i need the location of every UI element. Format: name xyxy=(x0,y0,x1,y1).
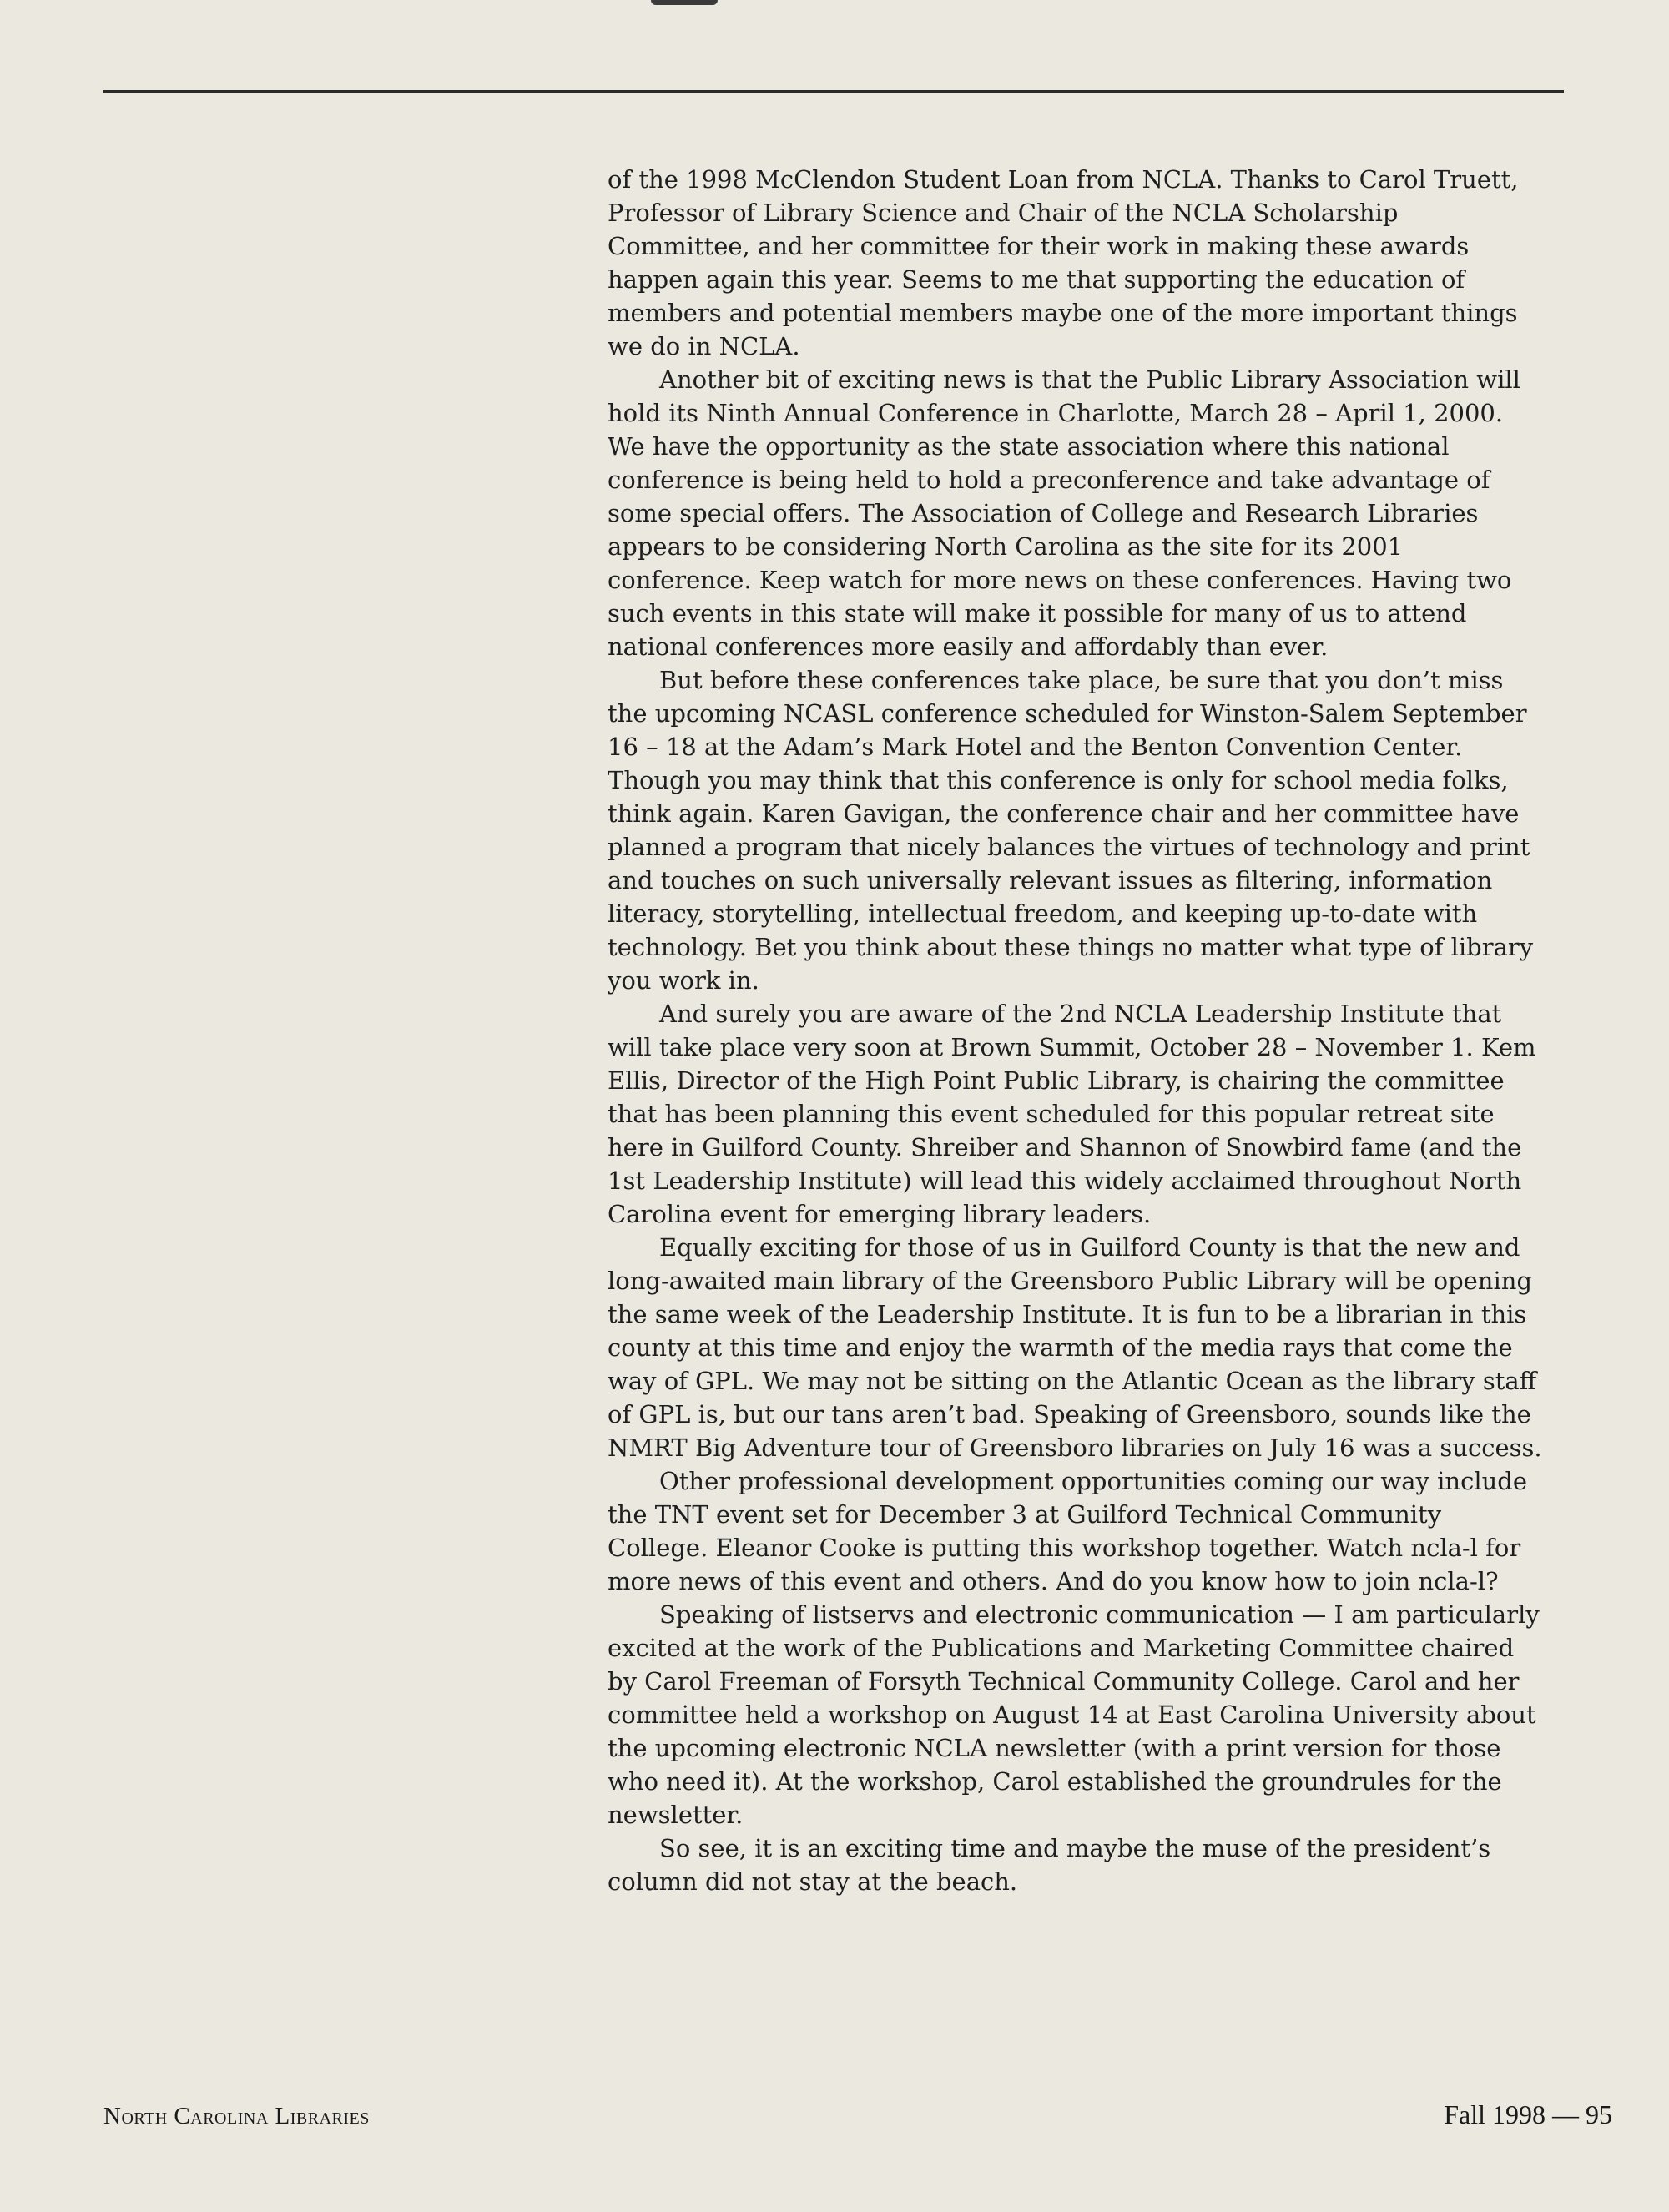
paragraph-5: Equally exciting for those of us in Guilford County is that the new and long-awaited main library of the Greensboro Public Library will be opening the same week of the Leadership Institute. It is fun to be a librarian in this county at this time and enjoy the warmth of the media rays that come the way of GPL. We may not be sitting on the Atlantic Ocean as the library staff of GPL is, but our tans aren’t bad. Speaking of Greensboro, sounds like the NMRT Big Adventure tour of Greensboro libraries on July 16 was a success. xyxy=(608,1233,1542,1462)
paragraph-7: Speaking of listservs and electronic communication — I am particularly excited at the work of the Publications and Marketing Committee chaired by Carol Freeman of Forsyth Technical Community College. Carol and her committee held a workshop on August 14 at East Carolina University about the upcoming electronic NCLA newsletter (with a print version for those who need it). At the workshop, Carol established the groundrules for the newsletter. xyxy=(608,1600,1540,1829)
paragraph-4: And surely you are aware of the 2nd NCLA Leadership Institute that will take place very soon at Brown Summit, October 28 – November 1. Kem Ellis, Director of the High Point Public Library, is chairing the committee that has been planning this event scheduled for this popular retreat site here in Guilford County. Shreiber and Shannon of Snowbird fame (and the 1st Leadership Institute) will lead this widely acclaimed throughout North Carolina event for emerging library leaders. xyxy=(608,1000,1536,1228)
paragraph-1: of the 1998 McClendon Student Loan from NCLA. Thanks to Carol Truett, Professor of Library Science and Chair of the NCLA Scholarship Committee, and her committee for their work in making these awards happen again this year. Seems to me that supporting the education of members and potential members maybe one of the more important things we do in NCLA. xyxy=(608,165,1519,360)
header-rule xyxy=(103,90,1564,93)
article-column xyxy=(608,163,1546,1898)
paragraph-2: Another bit of exciting news is that the Public Library Association will hold its Ninth Annual Conference in Charlotte, March 28 – April 1, 2000. We have the opportunity as the state association where this national conference is being held to hold a preconference and take advantage of some special offers. The Association of College and Research Libraries appears to be considering North Carolina as the site for its 2001 conference. Keep watch for more news on these conferences. Having two such events in this state will make it possible for many of us to attend national conferences more easily and affordably than ever. xyxy=(608,365,1520,661)
paragraph-6: Other professional development opportunities coming our way include the TNT event set for December 3 at Guilford Technical Community College. Eleanor Cooke is putting this workshop together. Watch ncla-l for more news of this event and others. And do you know how to join ncla-l? xyxy=(608,1467,1527,1595)
page-top-mark xyxy=(651,0,718,5)
paragraph-8: So see, it is an exciting time and maybe the muse of the president’s column did not stay at the beach. xyxy=(608,1834,1491,1896)
paragraph-3: But before these conferences take place, be sure that you don’t miss the upcoming NCASL conference scheduled for Winston-Salem September 16 – 18 at the Adam’s Mark Hotel and the Benton Convention Center. Though you may think that this conference is only for school media folks, think again. Karen Gavigan, the conference chair and her committee have planned a program that nicely balances the virtues of technology and print and touches on such universally relevant issues as filtering, information literacy, storytelling, intellectual freedom, and keeping up-to-date with technology. Bet you think about these things no matter what type of library you work in. xyxy=(608,666,1534,995)
footer-issue-page-number: Fall 1998 — 95 xyxy=(1444,2099,1612,2129)
footer-publication-name: North Carolina Libraries xyxy=(103,2103,370,2129)
